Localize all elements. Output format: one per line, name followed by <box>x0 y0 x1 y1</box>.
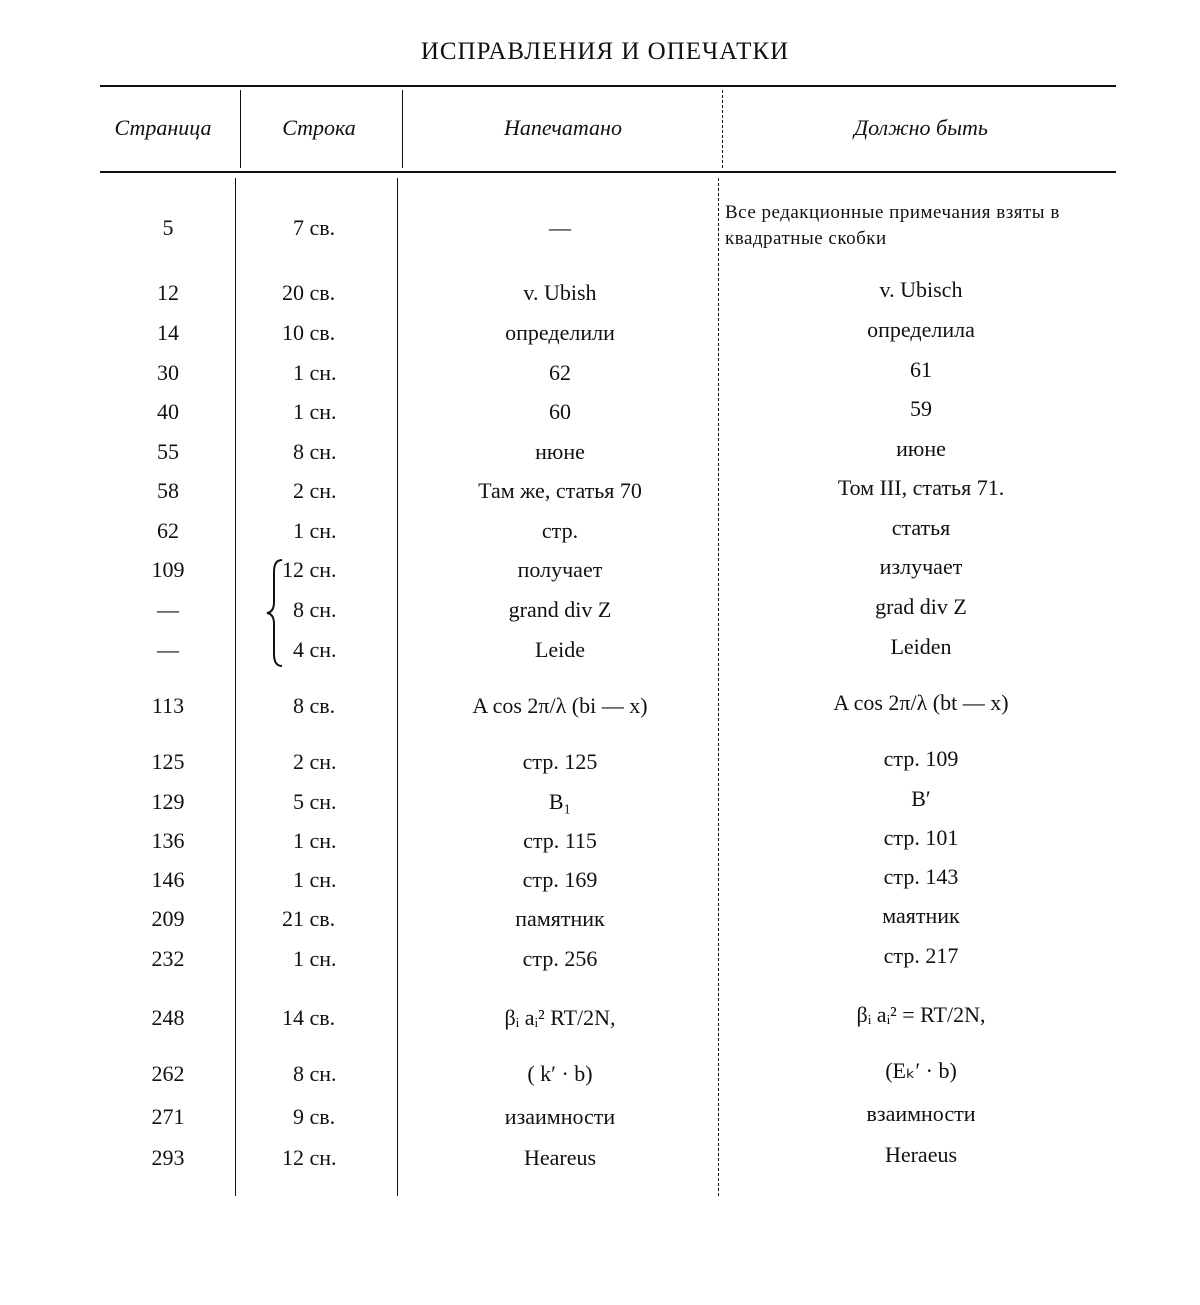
row-page: 55 <box>120 435 216 469</box>
row-printed: 62 <box>405 356 715 390</box>
row-printed: Heareus <box>405 1141 715 1175</box>
row-should-be: grad div Z <box>725 590 1117 624</box>
row-line-number: 9 <box>270 1100 304 1134</box>
row-line <box>270 679 390 733</box>
row-line-number: 4 <box>270 633 304 667</box>
row-line <box>270 1100 390 1134</box>
column-divider <box>718 178 719 1196</box>
row-line-number: 1 <box>270 942 304 976</box>
row-should-be: 59 <box>725 392 1117 426</box>
row-should-be: маятник <box>725 899 1117 933</box>
column-divider <box>722 90 723 168</box>
row-line <box>270 435 390 469</box>
row-should-be: излучает <box>725 550 1117 584</box>
row-line-number: 5 <box>270 785 304 819</box>
row-line-number: 10 <box>270 316 304 350</box>
row-line <box>270 474 390 508</box>
row-line <box>270 745 390 779</box>
row-printed: grand div Z <box>405 593 715 627</box>
table-top-rule <box>100 85 1116 87</box>
row-line-number: 2 <box>270 745 304 779</box>
row-line <box>270 276 390 310</box>
row-line <box>270 514 390 548</box>
row-page: 248 <box>120 991 216 1045</box>
column-divider <box>235 178 236 1196</box>
row-line-direction: сн. <box>304 360 337 385</box>
row-line-number: 1 <box>270 395 304 429</box>
header-line: Строка <box>244 112 394 144</box>
row-line <box>270 316 390 350</box>
row-should-be: статья <box>725 511 1117 545</box>
row-printed: B₁ <box>405 785 715 819</box>
row-line <box>270 553 390 587</box>
row-printed: A cos 2π/λ (bi — x) <box>405 679 715 733</box>
row-line-direction: сн. <box>304 399 337 424</box>
row-line-direction: св. <box>304 280 335 305</box>
row-line-number: 7 <box>270 211 304 245</box>
row-should-be: стр. 101 <box>725 821 1117 855</box>
row-line-direction: св. <box>304 215 335 240</box>
row-line <box>270 1141 390 1175</box>
header-page: Страница <box>96 112 230 144</box>
row-line <box>270 356 390 390</box>
row-line-direction: сн. <box>304 439 337 464</box>
row-page: 14 <box>120 316 216 350</box>
column-divider <box>402 90 403 168</box>
row-line-direction: сн. <box>304 637 337 662</box>
row-page: 5 <box>120 211 216 245</box>
row-should-be: A cos 2π/λ (bt — x) <box>725 676 1117 730</box>
row-page: 232 <box>120 942 216 976</box>
row-line-number: 8 <box>270 679 304 733</box>
row-line-number: 1 <box>270 863 304 897</box>
row-page: 146 <box>120 863 216 897</box>
row-line <box>270 785 390 819</box>
row-line-number: 8 <box>270 435 304 469</box>
row-printed: памятник <box>405 902 715 936</box>
row-line-number: 8 <box>270 1057 304 1091</box>
row-should-be: v. Ubisch <box>725 273 1117 307</box>
row-line-direction: сн. <box>304 597 337 622</box>
row-line-direction: св. <box>304 320 335 345</box>
row-should-be: 61 <box>725 353 1117 387</box>
column-divider <box>397 178 398 1196</box>
row-should-be: (Eₖ′ · b) <box>725 1054 1117 1088</box>
row-page: 209 <box>120 902 216 936</box>
row-page: 30 <box>120 356 216 390</box>
table-header-rule <box>100 171 1116 173</box>
row-should-be: стр. 217 <box>725 939 1117 973</box>
row-line-number: 12 <box>270 553 304 587</box>
row-printed: v. Ubish <box>405 276 715 310</box>
row-line-number: 21 <box>270 902 304 936</box>
row-page: 113 <box>120 679 216 733</box>
row-page: 62 <box>120 514 216 548</box>
row-line-direction: сн. <box>304 749 337 774</box>
row-should-be: взаимности <box>725 1097 1117 1131</box>
row-line-direction: сн. <box>304 478 337 503</box>
row-printed: нюне <box>405 435 715 469</box>
row-line-number: 2 <box>270 474 304 508</box>
row-printed: Leide <box>405 633 715 667</box>
row-line-direction: сн. <box>304 1145 337 1170</box>
row-printed: определили <box>405 316 715 350</box>
header-should-be: Должно быть <box>726 112 1116 144</box>
row-line-direction: сн. <box>304 828 337 853</box>
row-line-number: 20 <box>270 276 304 310</box>
row-should-be: определила <box>725 313 1117 347</box>
row-page: — <box>120 593 216 627</box>
row-page: 293 <box>120 1141 216 1175</box>
row-should-be: βᵢ aᵢ² = RT/2N, <box>725 988 1117 1042</box>
row-line <box>270 593 390 627</box>
row-should-be: стр. 143 <box>725 860 1117 894</box>
row-line <box>270 863 390 897</box>
row-line <box>270 942 390 976</box>
row-line-direction: сн. <box>304 1061 337 1086</box>
row-printed: стр. 169 <box>405 863 715 897</box>
row-line-number: 1 <box>270 356 304 390</box>
header-printed: Напечатано <box>410 112 716 144</box>
row-line <box>270 1057 390 1091</box>
row-line-direction: сн. <box>304 518 337 543</box>
row-line-direction: св. <box>304 693 335 718</box>
row-line-number: 1 <box>270 514 304 548</box>
column-divider <box>240 90 241 168</box>
row-page: 271 <box>120 1100 216 1134</box>
row-line <box>270 395 390 429</box>
page-title: ИСПРАВЛЕНИЯ И ОПЕЧАТКИ <box>0 38 1200 66</box>
row-printed: стр. 115 <box>405 824 715 858</box>
row-line-direction: сн. <box>304 789 337 814</box>
row-page: 40 <box>120 395 216 429</box>
row-line-number: 12 <box>270 1141 304 1175</box>
row-line <box>270 211 390 245</box>
row-printed: 60 <box>405 395 715 429</box>
row-printed: стр. <box>405 514 715 548</box>
row-printed: изаимности <box>405 1100 715 1134</box>
row-should-be: Heraeus <box>725 1138 1117 1172</box>
row-printed: стр. 125 <box>405 745 715 779</box>
row-printed: βᵢ aᵢ² RT/2N, <box>405 991 715 1045</box>
row-should-be: стр. 109 <box>725 742 1117 776</box>
row-line <box>270 991 390 1045</box>
row-line-direction: сн. <box>304 867 337 892</box>
row-page: 136 <box>120 824 216 858</box>
row-should-be: Все редакционные примечания взяты в квадратные скобки <box>725 200 1117 256</box>
row-page: — <box>120 633 216 667</box>
row-should-be: июне <box>725 432 1117 466</box>
row-page: 129 <box>120 785 216 819</box>
row-line <box>270 902 390 936</box>
row-printed: получает <box>405 553 715 587</box>
row-line-direction: сн. <box>304 946 337 971</box>
row-printed: ( k′ · b) <box>405 1057 715 1091</box>
row-line-number: 8 <box>270 593 304 627</box>
row-line-direction: св. <box>304 1104 335 1129</box>
row-page: 58 <box>120 474 216 508</box>
row-line <box>270 633 390 667</box>
row-page: 109 <box>120 553 216 587</box>
row-printed: Там же, статья 70 <box>405 474 715 508</box>
row-should-be: B′ <box>725 782 1117 816</box>
row-printed: — <box>405 211 715 245</box>
row-line-direction: сн. <box>304 557 337 582</box>
row-line-number: 1 <box>270 824 304 858</box>
row-printed: стр. 256 <box>405 942 715 976</box>
row-line-number: 14 <box>270 991 304 1045</box>
row-page: 12 <box>120 276 216 310</box>
row-page: 262 <box>120 1057 216 1091</box>
row-should-be: Leiden <box>725 630 1117 664</box>
row-line-direction: св. <box>304 906 335 931</box>
row-page: 125 <box>120 745 216 779</box>
row-line-direction: св. <box>304 1005 335 1030</box>
row-should-be: Том III, статья 71. <box>725 471 1117 505</box>
row-line <box>270 824 390 858</box>
